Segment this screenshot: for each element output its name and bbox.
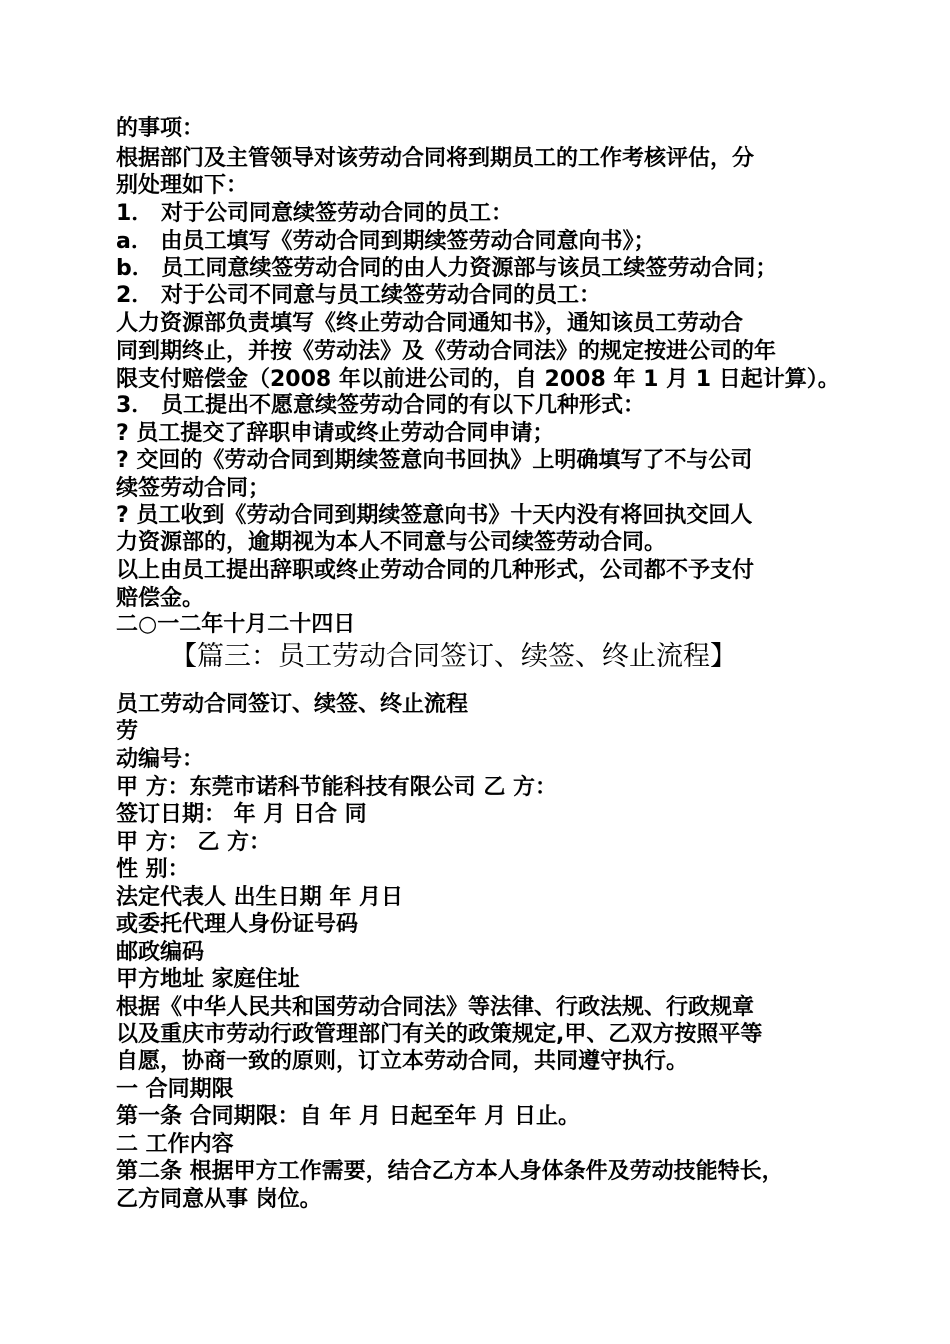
text-line: ? 员工提交了辞职申请或终止劳动合同申请； [116, 421, 555, 446]
text-line: 赔偿金。 [116, 586, 205, 611]
text-line: 2． 对于公司不同意与员工续签劳动合同的员工： [116, 283, 601, 308]
text-line: 乙方同意从事 岗位。 [116, 1187, 322, 1212]
text-line: 3． 员工提出不愿意续签劳动合同的有以下几种形式： [116, 393, 645, 418]
text-line: 1． 对于公司同意续签劳动合同的员工： [116, 201, 513, 226]
text-line: 限支付赔偿金（2008 年以前进公司的，自 2008 年 1 月 1 日起计算）。 [116, 367, 840, 392]
text-line: 性 别： [116, 857, 190, 882]
text-line: 的事项： [116, 116, 205, 141]
text-line: 甲 方：东莞市诺科节能科技有限公司 乙 方： [116, 775, 557, 800]
text-line: 以及重庆市劳动行政管理部门有关的政策规定,甲、乙双方按照平等 [116, 1022, 763, 1047]
text-line: 甲方地址 家庭住址 [116, 967, 300, 992]
text-line: 员工劳动合同签订、续签、终止流程 [116, 692, 469, 717]
section-heading: 【篇三：员工劳动合同签订、续签、终止流程】 [170, 641, 737, 672]
text-line: 甲 方： 乙 方： [116, 830, 271, 855]
text-line: 邮政编码 [116, 940, 205, 965]
text-line: 自愿，协商一致的原则，订立本劳动合同，共同遵守执行。 [116, 1049, 689, 1074]
date-line: 二○一二年十月二十四日 [116, 612, 356, 637]
text-line: 力资源部的，逾期视为本人不同意与公司续签劳动合同。 [116, 530, 667, 555]
text-line: 动编号： [116, 747, 205, 772]
text-line: 签订日期： 年 月 日合 同 [116, 802, 367, 827]
text-line: 或委托代理人身份证号码 [116, 912, 359, 937]
text-line: 根据部门及主管领导对该劳动合同将到期员工的工作考核评估，分 [116, 146, 755, 171]
text-line: 根据《中华人民共和国劳动合同法》等法律、行政法规、行政规章 [116, 995, 755, 1020]
text-line: 同到期终止，并按《劳动法》及《劳动合同法》的规定按进公司的年 [116, 339, 777, 364]
text-line: 劳 [116, 719, 139, 744]
text-line: a． 由员工填写《劳动合同到期续签劳动合同意向书》； [116, 229, 656, 254]
text-line: ? 交回的《劳动合同到期续签意向书回执》上明确填写了不与公司 [116, 448, 753, 473]
text-line: 别处理如下： [116, 173, 249, 198]
text-line: 续签劳动合同； [116, 476, 271, 501]
text-line: 法定代表人 出生日期 年 月日 [116, 885, 403, 910]
text-line: 人力资源部负责填写《终止劳动合同通知书》，通知该员工劳动合 [116, 311, 744, 336]
text-line: 一 合同期限 [116, 1077, 234, 1102]
text-line: 第一条 合同期限：自 年 月 日起至年 月 日止。 [116, 1104, 580, 1129]
text-line: 以上由员工提出辞职或终止劳动合同的几种形式，公司都不予支付 [116, 558, 755, 583]
text-line: 二 工作内容 [116, 1132, 234, 1157]
text-line: 第二条 根据甲方工作需要，结合乙方本人身体条件及劳动技能特长， [116, 1159, 784, 1184]
text-line: b． 员工同意续签劳动合同的由人力资源部与该员工续签劳动合同； [116, 256, 778, 281]
text-line: ? 员工收到《劳动合同到期续签意向书》十天内没有将回执交回人 [116, 503, 753, 528]
